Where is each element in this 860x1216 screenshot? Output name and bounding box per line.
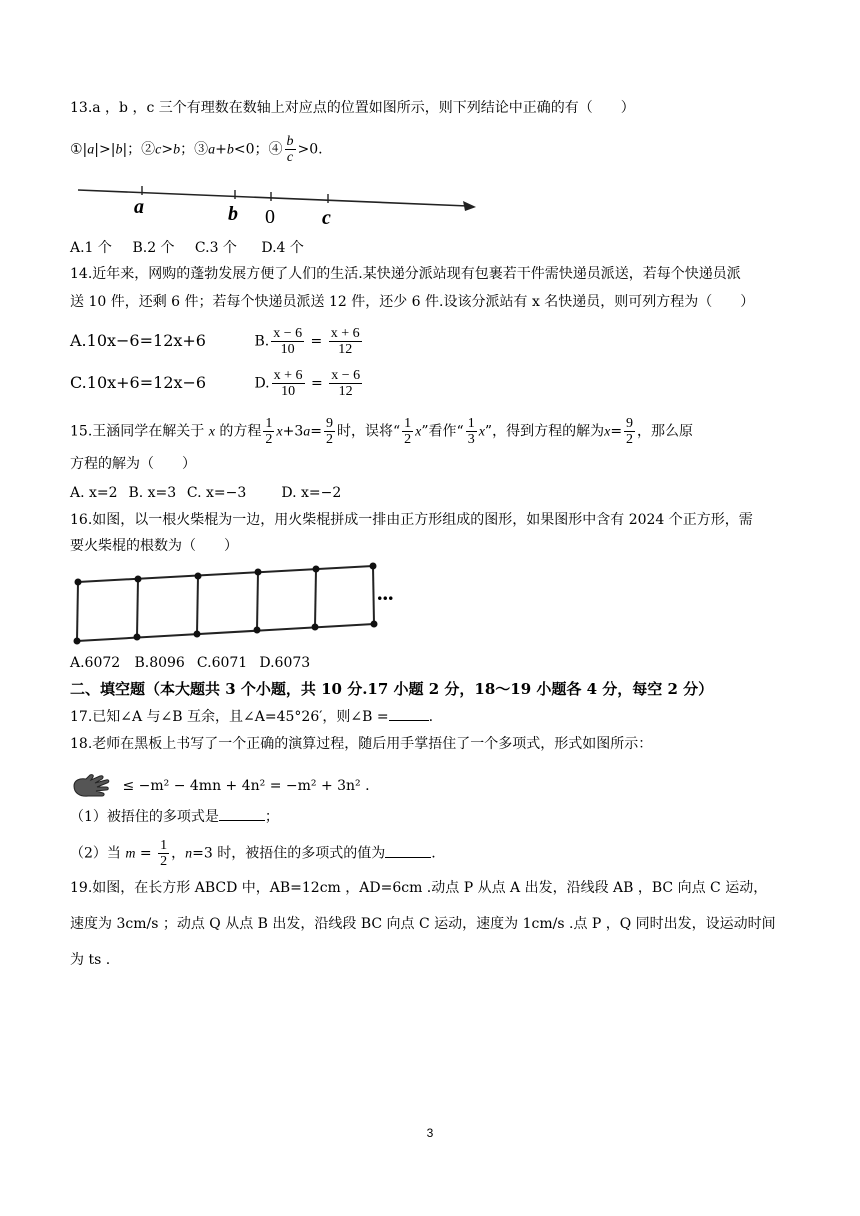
q14-option-c: C.10x+6=12x−6 <box>70 372 207 392</box>
page-number: 3 <box>426 1126 434 1140</box>
q16-option-b: B.8096 <box>134 655 185 671</box>
q13-option-d: D.4 个 <box>261 240 304 256</box>
label-zero: 0 <box>265 206 275 228</box>
fraction-b-over-c: $\frac{b}{c}$ <box>286 134 294 165</box>
q16-option-d: D.6073 <box>259 655 311 671</box>
q15-option-c: C. x=−3 <box>186 485 247 501</box>
section-heading: 二、填空题（本大题共 3 个小题，共 10 分.17 小题 2 分，18～19 小题各 4 分，每空 2 分） <box>70 680 714 698</box>
hand-icon <box>70 772 114 800</box>
matchstick-top <box>78 566 373 582</box>
q13-option-b: B.2 个 <box>132 240 175 256</box>
q18-answer-blank-2[interactable] <box>385 843 431 858</box>
q14-option-b: B. $\frac{x - 6}{10}$ = $\frac{x + 6}{12}$ <box>254 326 360 357</box>
q15-option-b: B. x=3 <box>128 485 177 501</box>
label-a: a <box>134 196 144 218</box>
q17-stem: 17.已知∠A 与∠B 互余，且∠A=45°26′，则∠B = . <box>70 706 800 727</box>
arrow-head-icon <box>463 201 476 211</box>
q13-stem: 13.a ，b ，c 三个有理数在数轴上对应点的位置如图所示，则下列结论中正确的有（ ） <box>70 100 635 116</box>
q13-option-a: A.1 个 <box>70 240 112 256</box>
number-line-figure <box>70 178 490 236</box>
q13-statements: ①|a|>|b|；②c>b；③a+b<0；④ $\frac{b}{c}$ >0. <box>70 134 323 165</box>
q15-option-a: A. x=2 <box>70 485 118 501</box>
q13-option-c: C.3 个 <box>194 240 237 256</box>
label-b: b <box>228 203 238 225</box>
q18-equation-row <box>70 772 800 800</box>
q16-stem-line1: 16.如图，以一根火柴棍为一边，用火柴棍拼成一排由正方形组成的图形，如果图形中含有 2024 个正方形，需 <box>70 512 753 528</box>
q19-line2: 速度为 3cm/s ；动点 Q 从点 B 出发，沿线段 BC 向点 C 运动，速度为 1cm/s .点 P ，Q 同时出发，设运动时间 <box>70 916 776 932</box>
q18-answer-blank-1[interactable] <box>219 806 265 821</box>
q19-line1: 19.如图，在长方形 ABCD 中，AB=12cm ，AD=6cm .动点 P 从点 A 出发，沿线段 AB ，BC 向点 C 运动， <box>70 880 768 896</box>
q18-stem: 18.老师在黑板上书写了一个正确的演算过程，随后用手掌捂住了一个多项式，形式如图所示： <box>70 736 653 752</box>
q14-option-d: D. $\frac{x + 6}{10}$ = $\frac{x - 6}{12}$ <box>254 368 361 399</box>
q15-stem-line2: 方程的解为（ ） <box>70 456 196 472</box>
q14-stem-line2: 送 10 件，还剩 6 件；若每个快递员派送 12 件，还少 6 件.设该分派站有 x 名快递员，则可列方程为（ ） <box>70 294 755 310</box>
q16-option-c: C.6071 <box>196 655 248 671</box>
q16-stem-line2: 要火柴棍的根数为（ ） <box>70 538 238 554</box>
q15-option-d: D. x=−2 <box>281 485 342 501</box>
q14-stem-line1: 14.近年来，网购的蓬勃发展方便了人们的生活.某快递分派站现有包裹若干件需快递员派送，若每个快递员派 <box>70 266 741 282</box>
q18-equation: ≤ −m² − 4mn + 4n² = −m² + 3n² . <box>122 778 370 794</box>
q14-option-a: A.10x−6=12x+6 <box>70 330 206 350</box>
q19-line3: 为 ts . <box>70 952 111 968</box>
ellipsis-label: ... <box>377 580 394 605</box>
label-c: c <box>322 207 331 229</box>
matchstick-bottom <box>77 624 374 641</box>
q17-answer-blank[interactable] <box>389 706 429 721</box>
q14-options-row1 <box>70 326 800 357</box>
q13-options <box>70 238 800 258</box>
matchstick-figure <box>70 560 410 650</box>
q18-part1: （1）被捂住的多项式是 ； <box>70 806 800 827</box>
q16-option-a: A.6072 <box>70 655 121 671</box>
q15-stem-line1: 15.王涵同学在解关于 x 的方程 $\frac{1}{2}$ x+3a= $\frac{9}{2}$ 时，误将“ $\frac{1}{2}$ x”看作“ $\frac{1}{3}$ x”，得到方程的解为x= $\frac{9}{2}$ ，那么原 <box>70 416 694 447</box>
q18-part2: （2）当 m = $\frac{1}{2}$ ，n=3 时，被捂住的多项式的值为 . <box>70 838 436 869</box>
q15-options <box>70 483 800 503</box>
q14-options-row2 <box>70 368 800 399</box>
q16-options <box>70 653 800 673</box>
